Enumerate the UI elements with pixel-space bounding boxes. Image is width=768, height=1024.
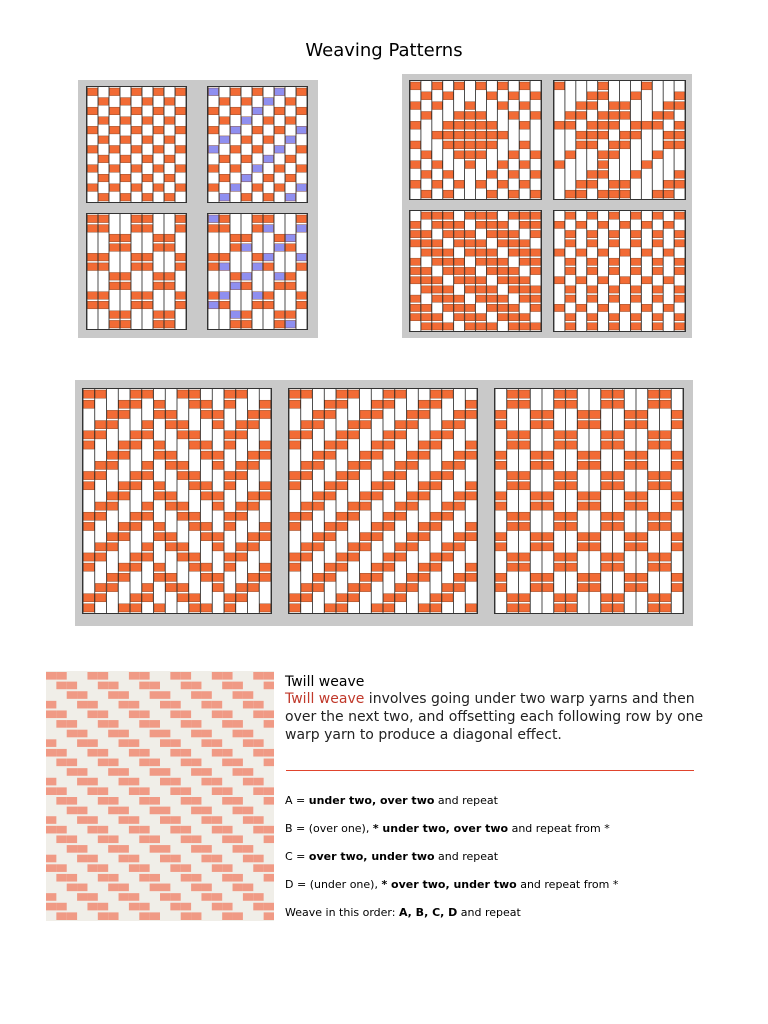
pattern-grid	[82, 388, 272, 614]
instruction-line	[285, 906, 521, 919]
instruction-line	[285, 794, 498, 807]
instruction-line	[285, 878, 618, 891]
twill-description: Twill weave involves going under two warp yarns and then over the next two, and offsetting each following row by one warp yarn to produce a diagonal effect.	[285, 691, 704, 743]
weave-grid-svg	[554, 211, 685, 331]
pattern-grid	[207, 86, 308, 203]
weave-grid-svg	[87, 214, 186, 329]
pattern-grid	[409, 210, 542, 332]
weave-grid-svg	[410, 81, 541, 199]
instruction-emphasis: over two, under two	[308, 850, 435, 863]
instruction-text: and repeat from *	[516, 878, 619, 891]
instruction-emphasis: under two, over two	[308, 794, 435, 807]
weave-grid-svg	[289, 389, 477, 613]
twill-link[interactable]: Twill weave	[285, 691, 365, 707]
instruction-text: and repeat	[434, 850, 499, 863]
instruction-label: B =	[285, 822, 309, 835]
instruction-emphasis: * over two, under two	[381, 878, 517, 891]
instruction-label: Weave in this order:	[285, 906, 399, 919]
weave-grid-svg	[410, 211, 541, 331]
twill-photo-svg	[46, 671, 274, 921]
weave-grid-svg	[208, 87, 307, 202]
twill-weave-photo	[46, 671, 274, 921]
pattern-grid	[409, 80, 542, 200]
instruction-text: and repeat	[457, 906, 521, 919]
weave-grid-svg	[495, 389, 683, 613]
instruction-emphasis: A, B, C, D	[398, 906, 458, 919]
instruction-label: D =	[285, 878, 310, 891]
pattern-grid	[207, 213, 308, 330]
instruction-text: (under one),	[309, 878, 382, 891]
pattern-grid	[494, 388, 684, 614]
instruction-text: and repeat	[434, 794, 498, 807]
pattern-grid	[553, 210, 686, 332]
instruction-line	[285, 822, 610, 835]
pattern-grid	[86, 86, 187, 203]
pattern-grid	[288, 388, 478, 614]
weave-grid-svg	[87, 87, 186, 202]
instruction-emphasis: * under two, over two	[372, 822, 509, 835]
weave-grid-svg	[83, 389, 271, 613]
instruction-line	[285, 850, 498, 863]
pattern-grid	[86, 213, 187, 330]
weave-grid-svg	[554, 81, 685, 199]
instruction-label: A =	[285, 794, 309, 807]
divider	[286, 770, 694, 771]
weave-grid-svg	[208, 214, 307, 329]
instruction-text: (over one),	[308, 822, 373, 835]
pattern-grid	[553, 80, 686, 200]
instruction-label: C =	[285, 850, 309, 863]
page-title: Weaving Patterns	[305, 40, 463, 61]
twill-heading: Twill weave	[285, 674, 365, 690]
instruction-text: and repeat from *	[508, 822, 610, 835]
